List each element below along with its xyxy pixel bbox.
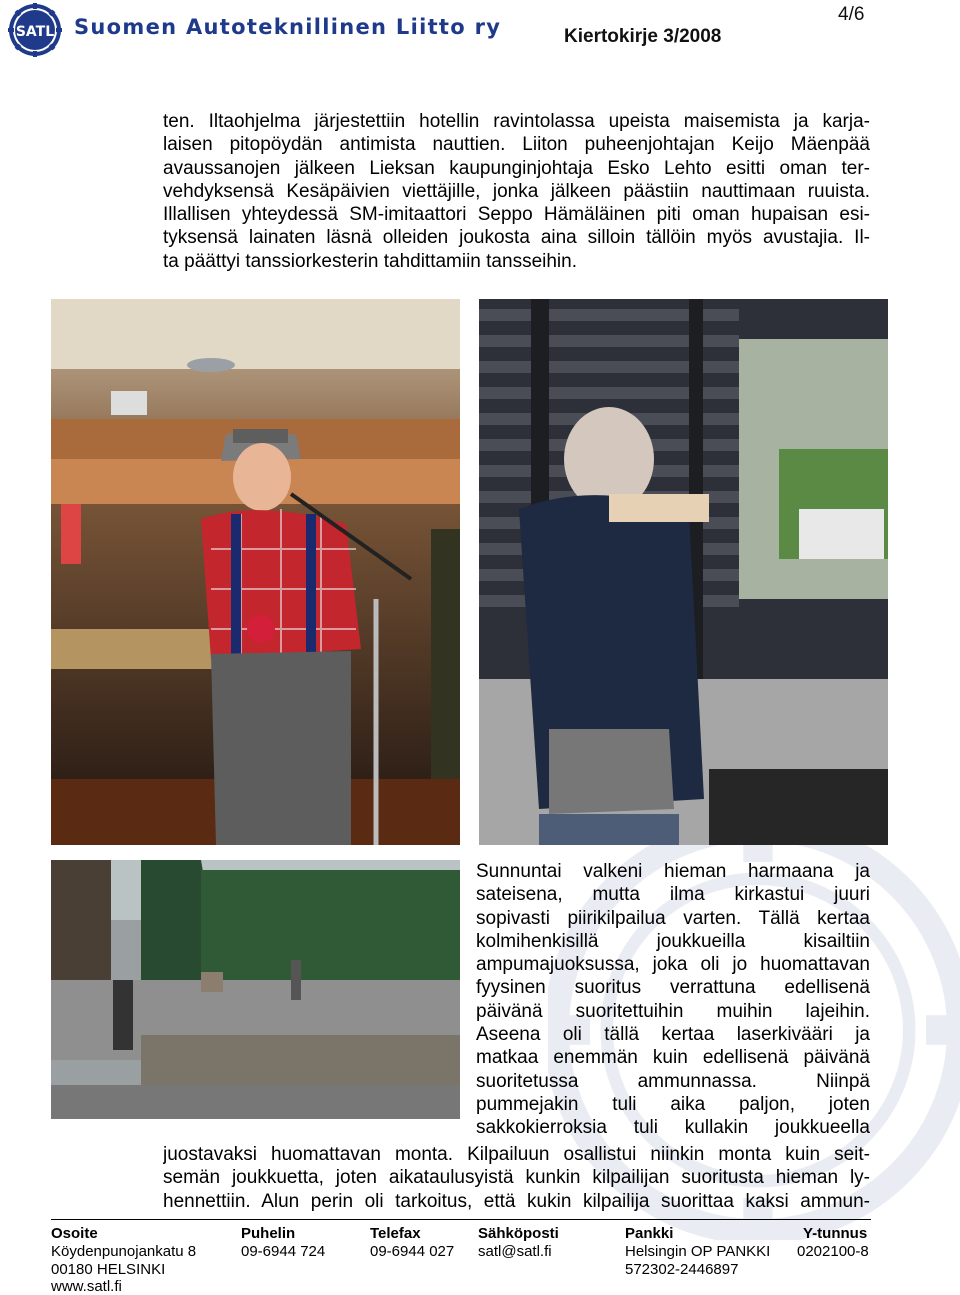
footer-fax: 09-6944 027 [370,1243,455,1260]
text-line: tyksensä lainaten läsnä olleiden joukosta aina silloin tällöin myös avustajia. Il- [163,227,870,249]
footer-rule [51,1219,871,1220]
text-line: sateisena, mutta ilma kirkastui juuri [476,884,870,906]
footer-phone-label: Puhelin [241,1225,296,1242]
photo-performer [51,299,460,845]
photo-courtyard [51,860,460,1119]
satl-logo [8,3,62,57]
footer-business-id-label: Y-tunnus [803,1225,868,1242]
footer-email[interactable]: satl@satl.fi [478,1243,552,1260]
page-number: 4/6 [838,4,865,25]
text-line: semän joukkuetta, joten aikataulusyistä kunkin kilpailijan suoritusta hieman ly- [163,1167,870,1189]
text-line: hennettiin. Alun perin oli tarkoitus, että kukin kilpailija suorittaa kaksi ammun- [163,1190,870,1212]
footer-fax-label: Telefax [370,1225,421,1242]
footer-bank-account: 572302-2446897 [625,1261,739,1278]
text-line: avaussanojen jälkeen Lieksan kaupunginjohtaja Esko Lehto esitti oman ter- [163,157,870,179]
text-line: Illallisen yhteydessä SM-imitaattori Seppo Hämäläinen piti oman hupaisan esi- [163,204,870,226]
competition-paragraph-side [476,860,870,1140]
footer-website[interactable]: www.satl.fi [51,1278,122,1295]
text-line: Sunnuntai valkeni hieman harmaana ja [476,861,870,882]
text-line: suoritetussa ammunnassa. Niinpä [476,1070,870,1092]
footer-bank-label: Pankki [625,1225,674,1242]
text-line: ta päättyi tanssiorkesterin tahdittamiin tansseihin. [163,250,577,272]
footer-phone: 09-6944 724 [241,1243,326,1260]
photo-shooter [479,299,888,845]
footer-email-label: Sähköposti [478,1225,559,1242]
footer-address-line2: 00180 HELSINKI [51,1261,166,1278]
svg-text:SATL: SATL [15,24,55,40]
text-line: fyysinen suoritus verrattuna edellisenä [476,977,870,999]
text-line: päivänä suoritettuihin muihin lajeihin. [476,1000,870,1022]
text-line: Aseena oli tällä kertaa laserkivääri ja [476,1024,870,1046]
circular-title: Kiertokirje 3/2008 [564,26,722,47]
text-line: juostavaksi huomattavan monta. Kilpailuun osallistui niinkin monta kuin seit- [163,1144,870,1165]
text-line: matkaa enemmän kuin edellisenä päivänä [476,1047,870,1069]
footer-address-line1: Köydenpunojankatu 8 [51,1243,197,1260]
text-line: ampumajuoksussa, joka oli jo huomattavan [476,954,870,976]
text-line: sakkokierroksia tuli kullakin joukkueella [476,1117,870,1139]
footer-business-id: 0202100-8 [797,1243,869,1260]
text-line: kolmihenkisillä joukkueilla kisailtiin [476,930,870,952]
intro-paragraph [163,110,870,273]
text-line: laisen pitopöydän antimista nauttien. Liiton puheenjohtajan Keijo Mäenpää [163,134,870,156]
text-line: vehdyksensä Kesäpäivien viettäjille, jonka jälkeen päästiin nauttimaan ruuista. [163,180,870,202]
text-line: pummejakin tuli aika paljon, joten [476,1093,870,1115]
text-line: sopivasti piirikilpailua varten. Tällä kertaa [476,907,870,929]
footer-bank: Helsingin OP PANKKI [625,1243,771,1260]
text-line: ten. Iltaohjelma järjestettiin hotellin ravintolassa upeista maisemista ja karja- [163,111,870,132]
footer-address-label: Osoite [51,1225,98,1242]
competition-paragraph-full [163,1143,870,1213]
organization-name: Suomen Autoteknillinen Liitto ry [74,15,502,39]
